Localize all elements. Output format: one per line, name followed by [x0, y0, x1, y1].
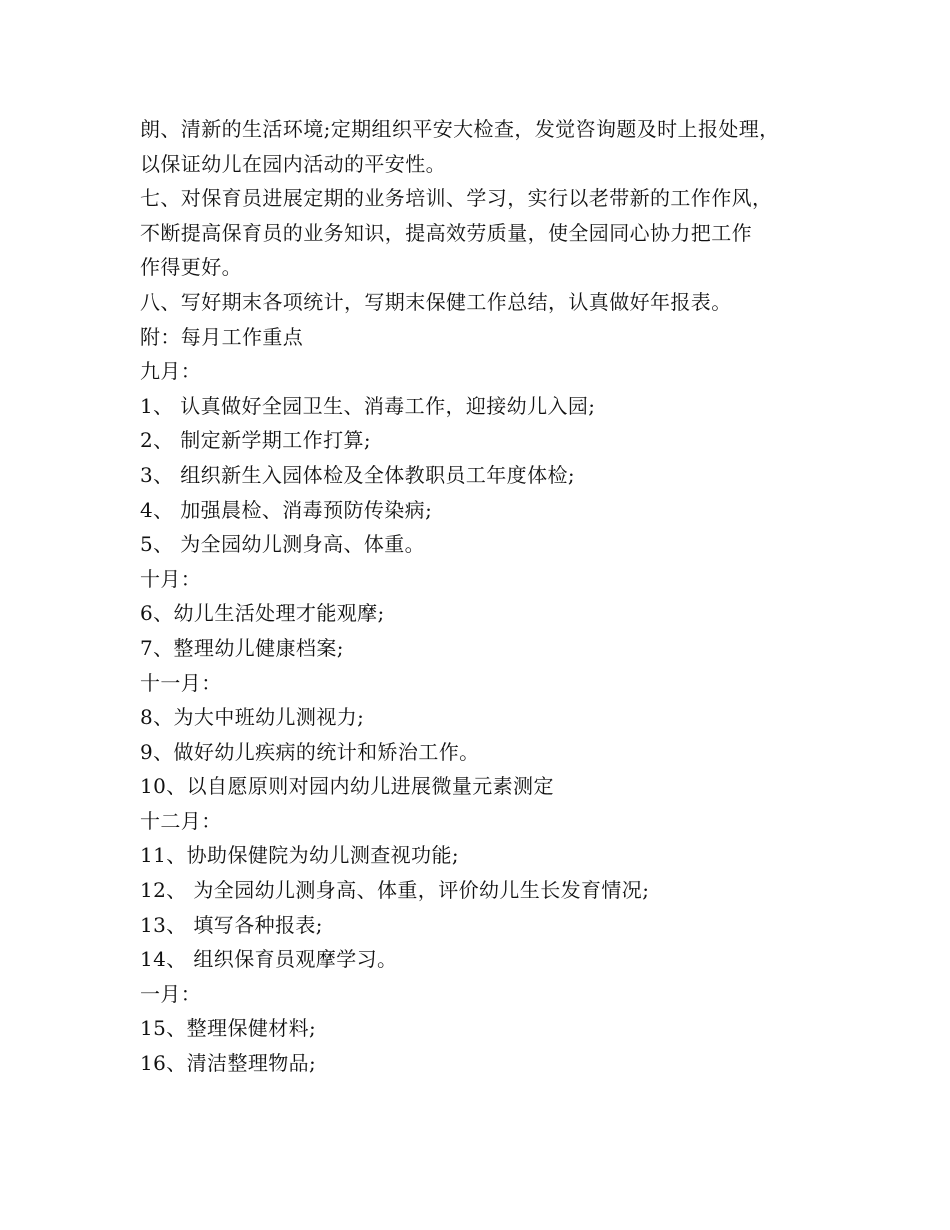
- month-heading: 九月：: [140, 359, 202, 384]
- list-item: 6、幼儿生活处理才能观摩;: [140, 601, 385, 626]
- list-item: 4、 加强晨检、消毒预防传染病;: [140, 497, 433, 522]
- list-item: 10、以自愿原则对园内幼儿进展微量元素测定: [140, 774, 554, 799]
- text-line: 以保证幼儿在园内活动的平安性。: [140, 151, 446, 176]
- month-heading: 一月：: [140, 981, 202, 1006]
- document-body: [140, 112, 840, 1081]
- text-line: 八、写好期末各项统计，写期末保健工作总结，认真做好年报表。: [140, 289, 732, 314]
- section-heading: 附：每月工作重点: [140, 324, 304, 349]
- list-item: 13、 填写各种报表;: [140, 912, 323, 937]
- list-item: 15、整理保健材料;: [140, 1016, 317, 1041]
- list-item: 1、 认真做好全园卫生、消毒工作，迎接幼儿入园;: [140, 393, 596, 418]
- month-heading: 十月：: [140, 566, 202, 591]
- list-item: 5、 为全园幼儿测身高、体重。: [140, 532, 426, 557]
- month-heading: 十二月：: [140, 808, 222, 833]
- month-heading: 十一月：: [140, 670, 222, 695]
- text-line: 作得更好。: [140, 255, 242, 280]
- list-item: 16、清洁整理物品;: [140, 1051, 317, 1076]
- list-item: 8、为大中班幼儿测视力;: [140, 705, 365, 730]
- list-item: 2、 制定新学期工作打算;: [140, 428, 372, 453]
- text-line: 七、对保育员进展定期的业务培训、学习，实行以老带新的工作作风，: [140, 186, 773, 211]
- list-item: 3、 组织新生入园体检及全体教职员工年度体检;: [140, 462, 576, 487]
- list-item: 11、协助保健院为幼儿测查视功能;: [140, 843, 459, 868]
- list-item: 7、整理幼儿健康档案;: [140, 635, 344, 660]
- list-item: 14、 组织保育员观摩学习。: [140, 947, 398, 972]
- list-item: 12、 为全园幼儿测身高、体重，评价幼儿生长发育情况;: [140, 878, 650, 903]
- text-line: 朗、清新的生活环境;定期组织平安大检查，发觉咨询题及时上报处理，: [140, 117, 780, 141]
- list-item: 9、做好幼儿疾病的统计和矫治工作。: [140, 739, 480, 764]
- text-line: 不断提高保育员的业务知识，提高效劳质量，使全园同心协力把工作: [140, 220, 752, 245]
